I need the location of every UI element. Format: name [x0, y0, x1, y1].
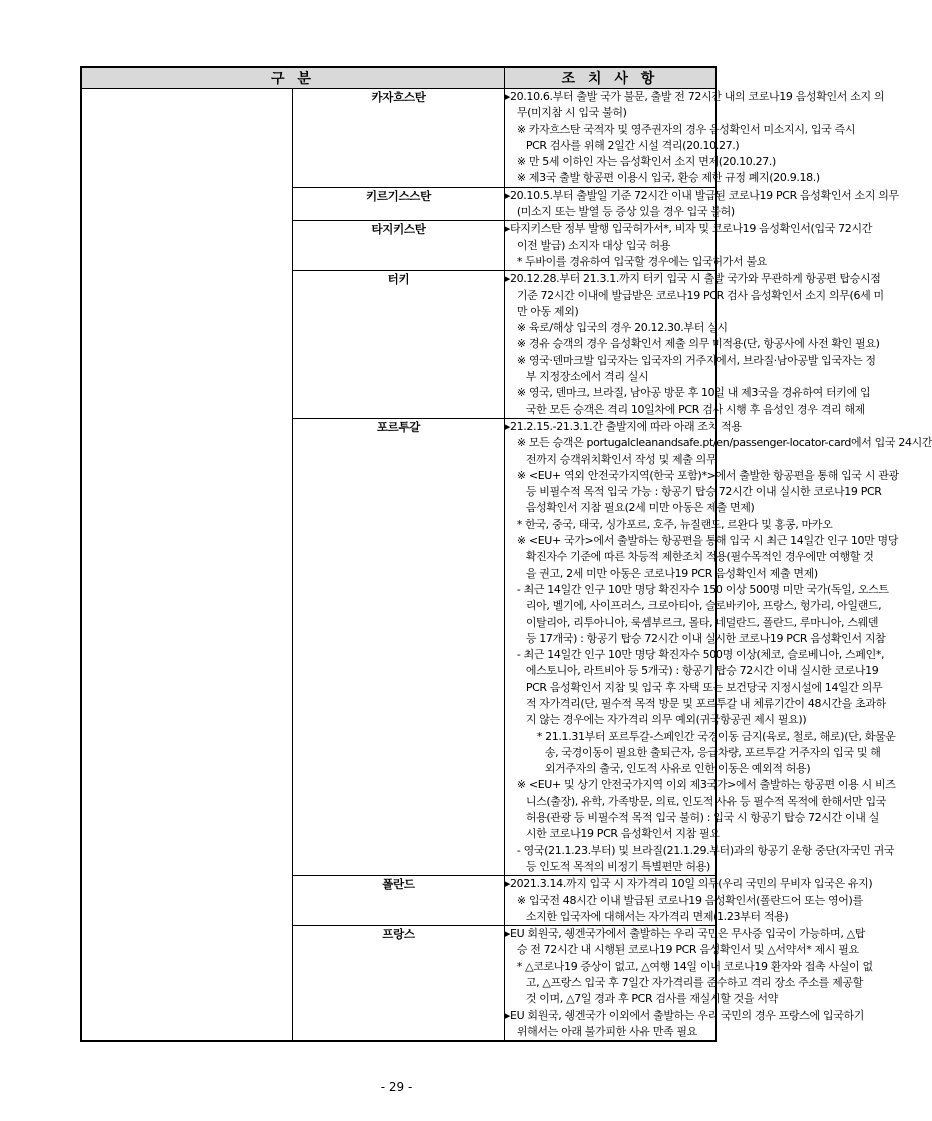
text-line: 이탈리아, 리투아니아, 룩셈부르크, 몰타, 네덜란드, 폴란드, 루마니아, 스웨덴 — [525, 615, 879, 629]
text-line: ※ <EU+ 국가>에서 출발하는 항공편을 통해 입국 시 최근 14일간 인구 10만 명당 — [516, 534, 899, 548]
measures-cell — [504, 187, 899, 221]
text-line: 전까지 승객위치확인서 작성 및 제출 의무 — [525, 452, 717, 466]
text-line: 위해서는 아래 불가피한 사유 만족 필요 — [516, 1024, 697, 1038]
country-cell: 카자흐스탄 — [293, 89, 505, 188]
country-cell: 포르투갈 — [293, 418, 505, 875]
text-line: 고, △프랑스 입국 후 7일간 자가격리를 준수하고 격리 장소 주소를 제공할 — [525, 976, 863, 990]
measures-cell — [504, 221, 872, 271]
text-line: (미소지 또는 발열 등 증상 있을 경우 입국 불허) — [516, 205, 735, 219]
text-line: 무(미지참 시 입국 불허) — [516, 106, 627, 120]
text-line: * 한국, 중국, 태국, 싱가포르, 호주, 뉴질랜드, 르완다 및 홍콩, 마카오 — [516, 517, 833, 531]
header-category: 구 분 — [81, 67, 504, 89]
text-line: ※ 육로/해상 입국의 경우 20.12.30.부터 실시 — [516, 321, 728, 335]
text-line: 소지한 입국자에 대해서는 자가격리 면제(1.23부터 적용) — [525, 909, 789, 923]
text-line: ▸EU 회원국, 쉥겐국가 이외에서 출발하는 우리 국민의 경우 프랑스에 입국하기 — [504, 1008, 865, 1022]
text-line: 만 아동 제외) — [516, 304, 579, 318]
country-cell: 폴란드 — [293, 876, 505, 926]
text-line: 에스토니아, 라트비아 등 5개국) : 항공기 탑승 72시간 이내 실시한 코로나19 — [525, 664, 879, 678]
text-line: 을 권고, 2세 미만 아동은 코로나19 PCR 음성확인서 제출 면제) — [525, 566, 818, 580]
text-line: 니스(출장), 유학, 가족방문, 의료, 인도적 사유 등 필수적 목적에 한해서만 입국 — [525, 794, 887, 808]
text-line: ▸20.10.6.부터 출발 국가 불문, 출발 전 72시간 내의 코로나19 음성확인서 소지 의 — [504, 90, 885, 103]
country-cell: 프랑스 — [293, 926, 505, 1042]
text-line: 것 이며, △7일 경과 후 PCR 검사를 재실시할 것을 서약 — [525, 992, 778, 1006]
text-line: 리아, 벨기에, 사이프러스, 크로아티아, 슬로바키아, 프랑스, 헝가리, 아일랜드, — [525, 599, 882, 613]
measures-cell — [504, 418, 932, 875]
country-cell: 키르기스스탄 — [293, 187, 505, 221]
measures-table — [80, 66, 932, 1042]
text-line: ▸20.10.5.부터 출발일 기준 72시간 이내 발급된 코로나19 PCR 음성확인서 소지 의무 — [504, 188, 899, 202]
text-line: ▸20.12.28.부터 21.3.1.까지 터키 입국 시 출발 국가와 무관하게 항공편 탑승시점 — [504, 272, 881, 286]
text-line: 등 비필수적 목적 입국 가능 : 항공기 탑승 72시간 이내 실시한 코로나19 PCR — [525, 485, 882, 499]
text-line: ▸21.2.15.-21.3.1.간 출발지에 따라 아래 조치 적용 — [504, 419, 742, 433]
text-line: ▸EU 회원국, 쉥겐국가에서 출발하는 우리 국민은 무사증 입국이 가능하며, △탑 — [504, 927, 866, 941]
text-line: 국한 모든 승객은 격리 10일차에 PCR 검사 시행 후 음성인 경우 격리 해제 — [525, 402, 865, 416]
text-line: 등 인도적 목적의 비정기 특별편만 허용) — [525, 859, 710, 873]
text-line: PCR 검사를 위해 2일간 시설 격리(20.10.27.) — [525, 138, 740, 152]
text-line: ※ 경유 승객의 경우 음성확인서 제출 의무 미적용(단, 항공사에 사전 확인 필요) — [516, 337, 880, 351]
text-line: 적 자가격리(단, 필수적 목적 방문 및 포르투갈 내 체류기간이 48시간을 초과하 — [525, 696, 886, 710]
text-line: ※ <EU+ 역외 안전국가지역(한국 포함)*>에서 출발한 항공편을 통해 입국 시 관광 — [516, 468, 899, 482]
text-line: 음성확인서 지참 필요(2세 미만 아동은 제출 면제) — [525, 501, 755, 515]
measures-cell — [504, 271, 884, 419]
text-line: - 영국(21.1.23.부터) 및 브라질(21.1.29.부터)과의 항공기 운항 중단(자국민 귀국 — [516, 843, 895, 857]
text-line: 외거주자의 출국, 인도적 사유로 인한 이동은 예외적 허용) — [544, 762, 811, 776]
header-measures: 조 치 사 항 — [504, 67, 716, 89]
text-line: 기준 72시간 이내에 발급받은 코로나19 PCR 검사 음성확인서 소지 의무(6세 미 — [516, 288, 884, 302]
text-line: 지 않는 경우에는 자가격리 의무 예외(귀국항공권 제시 필요)) — [525, 713, 807, 727]
text-line: - 최근 14일간 인구 10만 명당 확진자수 150 이상 500명 미만 국가(독일, 오스트 — [516, 582, 889, 596]
text-line: ※ 제3국 출발 항공편 이용시 입국, 환승 제한 규정 폐지(20.9.18.) — [516, 171, 820, 185]
measures-cell — [504, 89, 885, 188]
measures-cell — [504, 876, 873, 926]
text-line: ※ 카자흐스탄 국적자 및 영주권자의 경우 음성확인서 미소지시, 입국 즉시 — [516, 122, 856, 136]
text-line: ※ 입국전 48시간 이내 발급된 코로나19 음성확인서(폴란드어 또는 영어)를 — [516, 893, 863, 907]
text-line: 부 지정장소에서 격리 실시 — [525, 370, 649, 384]
table-row — [81, 89, 716, 188]
measures-cell — [504, 926, 873, 1042]
text-line: * 두바이를 경유하여 입국할 경우에는 입국허가서 불요 — [516, 254, 767, 268]
country-cell: 타지키스탄 — [293, 221, 505, 271]
page-number: - 29 - — [380, 1080, 413, 1094]
text-line: ▸타지키스탄 정부 발행 입국허가서*, 비자 및 코로나19 음성확인서(입국 72시간 — [504, 222, 872, 236]
text-line: 송, 국경이동이 필요한 출퇴근자, 응급차량, 포르투갈 거주자의 입국 및 해 — [544, 745, 881, 759]
text-line: 등 17개국) : 항공기 탑승 72시간 이내 실시한 코로나19 PCR 음성확인서 지참 — [525, 631, 886, 645]
text-line: PCR 음성확인서 지참 및 입국 후 자택 또는 보건당국 지정시설에 14일간 의무 — [525, 680, 883, 694]
text-line: * 21.1.31부터 포르투갈-스페인간 국경이동 금지(육로, 철로, 해로)(단, 화물운 — [536, 729, 896, 743]
text-line: * △코로나19 증상이 없고, △여행 14일 이내 코로나19 환자와 접촉 사실이 없 — [516, 959, 873, 973]
region-cell — [81, 89, 293, 1042]
text-line: ▸2021.3.14.까지 입국 시 자가격리 10일 의무(우리 국민의 무비자 입국은 유지) — [504, 877, 873, 891]
text-line: - 최근 14일간 인구 10만 명당 확진자수 500명 이상(체코, 슬로베니아, 스페인*, — [516, 648, 885, 662]
text-line: 승 전 72시간 내 시행된 코로나19 PCR 음성확인서 및 △서약서* 제시 필요 — [516, 943, 859, 957]
text-line: 확진자수 기준에 따른 차등적 제한조치 적용(필수목적인 경우에만 여행할 것 — [525, 550, 874, 564]
text-line: 허용(관광 등 비필수적 목적 입국 불허) : 입국 시 항공기 탑승 72시간 이내 실 — [525, 811, 879, 825]
text-line: ※ 모든 승객은 portugalcleanandsafe.pt/en/passenger-locator-card에서 입국 24시간 — [516, 436, 932, 450]
country-cell: 터키 — [293, 271, 505, 419]
text-line: ※ 만 5세 이하인 자는 음성확인서 소지 면제(20.10.27.) — [516, 155, 776, 169]
text-line: 이전 발급) 소지자 대상 입국 허용 — [516, 238, 671, 252]
text-line: ※ 영국·덴마크발 입국자는 입국자의 거주지에서, 브라질·남아공발 입국자는 정 — [516, 353, 876, 367]
text-line: ※ <EU+ 및 상기 안전국가지역 이외 제3국가>에서 출발하는 항공편 이용 시 비즈 — [516, 778, 896, 792]
text-line: ※ 영국, 덴마크, 브라질, 남아공 방문 후 10일 내 제3국을 경유하여 터키에 입 — [516, 386, 871, 400]
text-line: 시한 코로나19 PCR 음성확인서 지참 필요 — [525, 827, 720, 841]
